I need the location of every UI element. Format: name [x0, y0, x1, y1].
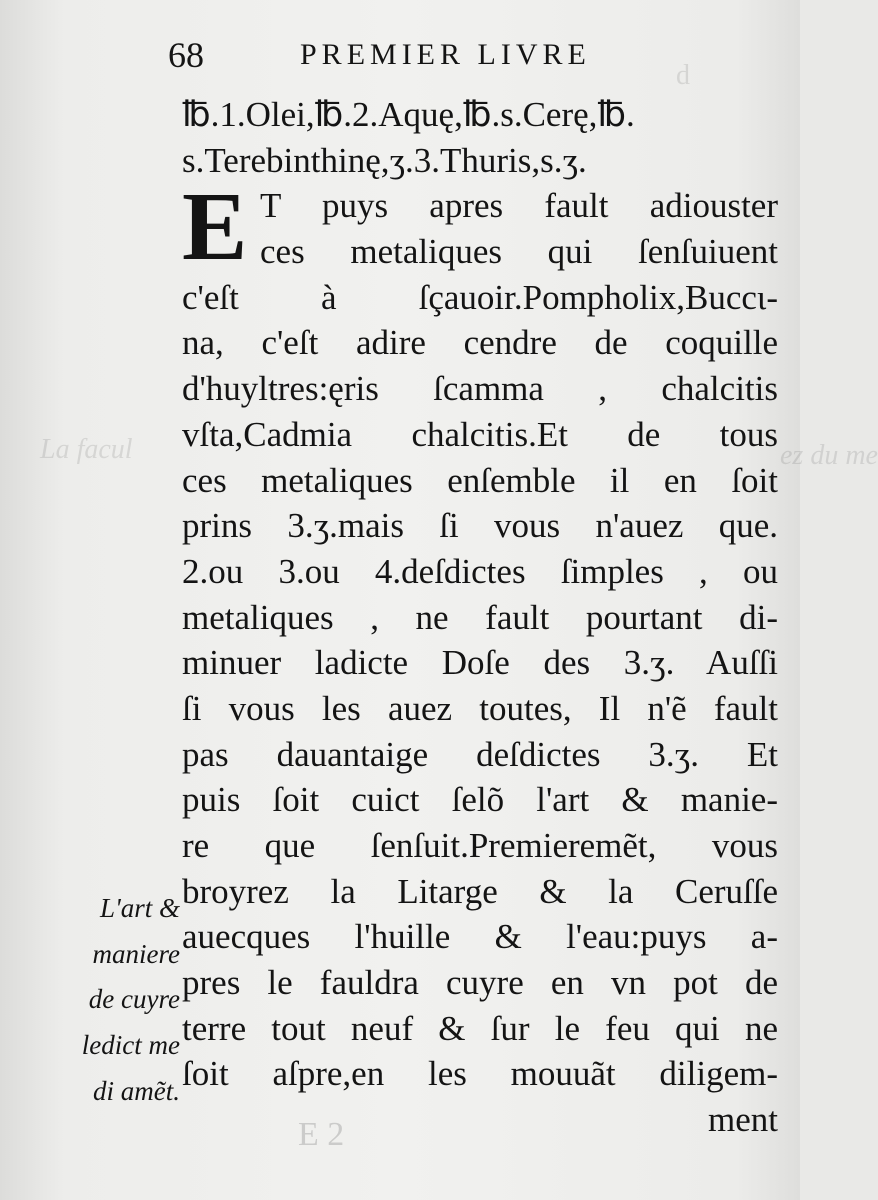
text-line: re que ſenſuit.Premieremẽt, vous: [182, 826, 778, 865]
text-line: s.Terebinthinę,ʒ.3.Thuris,s.ʒ.: [182, 140, 587, 180]
text-line-catchword: ment: [708, 1100, 778, 1140]
page-header: [168, 30, 728, 76]
text-line: broyrez la Litarge & la Ceruſſe: [182, 871, 778, 911]
text-line: ces metaliques enſemble il en ſoit: [182, 460, 778, 500]
text-line: c'eſt à ſçauoir.Pompholix,Buccι-: [182, 277, 778, 317]
text-line: terre tout neuf & ſur le feu qui ne: [182, 1008, 778, 1048]
text-line: minuer ladicte Doſe des 3.ʒ. Auſſi: [182, 643, 778, 683]
text-line: 2.ou 3.ou 4.deſdictes ſimples , ou: [182, 551, 778, 591]
bleed-through-text: La facul: [40, 434, 133, 465]
running-head: PREMIER LIVRE: [300, 38, 591, 71]
text-line: vſta,Cadmia chalcitis.Et de tous: [182, 414, 778, 454]
text-line: T puys apres fault adiouster: [260, 186, 778, 226]
text-line: pas dauantaige deſdictes 3.ʒ. Et: [182, 734, 778, 774]
text-line: na, c'eſt adire cendre de coquille: [182, 323, 778, 363]
text-line: ſi vous les auez toutes, Il n'ẽ fault: [182, 688, 778, 728]
text-line: d'huyltres:ęris ſcamma , chalcitis: [182, 369, 778, 409]
text-line: pres le fauldra cuyre en vn pot de: [182, 963, 778, 1003]
text-line: ces metaliques qui ſenſuiuent: [260, 232, 778, 272]
text-line: prins 3.ʒ.mais ſi vous n'auez que.: [182, 506, 778, 546]
margin-note: [44, 886, 180, 1114]
text-line: metaliques , ne fault pourtant di-: [182, 597, 778, 637]
margin-note-line: L'art &: [99, 893, 180, 923]
text-line: ℔.1.Olei,℔.2.Aquę,℔.s.Cerę,℔.: [182, 95, 635, 134]
margin-note-line: di amẽt.: [93, 1075, 180, 1106]
text-line: puis ſoit cuict ſelõ l'art & manie-: [182, 780, 778, 820]
margin-note-line: maniere: [92, 938, 180, 969]
page-number: 68: [168, 35, 204, 75]
text-line: ſoit aſpre,en les mouuãt diligem-: [182, 1054, 778, 1094]
margin-note-line: de cuyre: [88, 984, 180, 1015]
text-line: auecques l'huille & l'eau:puys a-: [182, 917, 778, 957]
main-text: [182, 92, 778, 1143]
margin-note-line: ledict me: [81, 1030, 180, 1061]
drop-cap: E: [182, 173, 248, 281]
signature-mark: E 2: [298, 1116, 345, 1153]
bleed-through-text: ez du me: [780, 440, 878, 471]
bleed-through-text: d: [676, 60, 690, 91]
